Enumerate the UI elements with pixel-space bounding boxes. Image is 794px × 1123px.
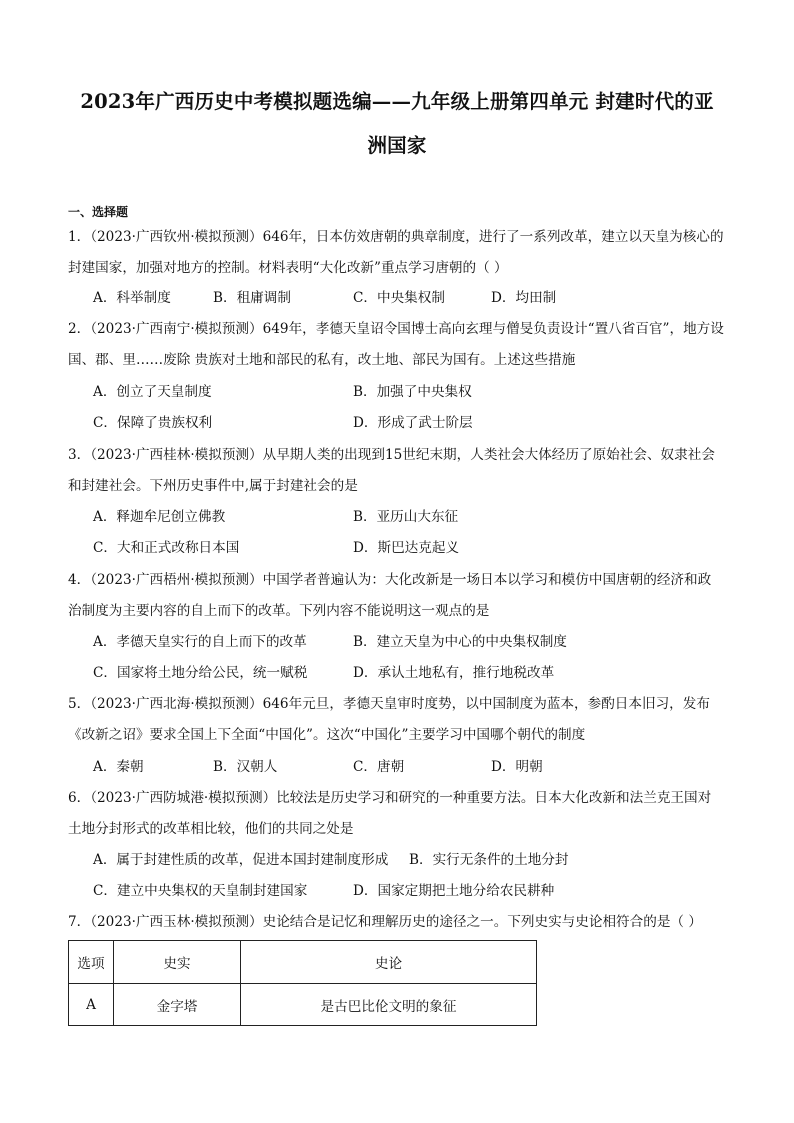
- question-4-options-row-2: [93, 658, 733, 689]
- table-header-cell: 选项: [69, 941, 114, 984]
- option[interactable]: C．唐朝: [353, 759, 405, 775]
- answer-table: [68, 940, 537, 1026]
- document-title: [60, 80, 734, 168]
- option[interactable]: C．国家将土地分给公民，统一赋税: [93, 665, 308, 681]
- option[interactable]: B．汉朝人: [213, 759, 278, 775]
- option[interactable]: C．大和正式改称日本国: [93, 540, 240, 556]
- title-line-1: 2023年广西历史中考模拟题选编——九年级上册第四单元 封建时代的亚: [80, 90, 714, 113]
- question-4-options-row-1: [93, 627, 733, 658]
- question-7: 7．（2023·广西玉林·模拟预测）史论结合是记忆和理解历史的途径之一。下列史实与史论相符合的是（ ）: [68, 914, 702, 930]
- question-1-options: [93, 283, 733, 314]
- option[interactable]: A．属于封建性质的改革，促进本国封建制度形成: [93, 852, 389, 868]
- table-header-cell: 史实: [114, 941, 241, 984]
- table-cell: A: [69, 984, 114, 1026]
- question-6: 6．（2023·广西防城港·模拟预测）比较法是历史学习和研究的一种重要方法。日本大化改新和法兰克王国对土地分封形式的改革相比较，他们的共同之处是: [68, 790, 712, 837]
- option[interactable]: D．承认土地私有，推行地税改革: [353, 665, 555, 681]
- option[interactable]: C．建立中央集权的天皇制封建国家: [93, 883, 308, 899]
- option[interactable]: A．创立了天皇制度: [93, 384, 212, 400]
- table-row: [69, 984, 537, 1026]
- question-6-options-row-2: [93, 876, 733, 907]
- option[interactable]: D．形成了武士阶层: [353, 415, 473, 431]
- question-1: 1．（2023·广西钦州·模拟预测）646年，日本仿效唐朝的典章制度，进行了一系列改革，建立以天皇为核心的封建国家，加强对地方的控制。材料表明“大化改新”重点学习唐朝的（ ）: [68, 229, 724, 276]
- option[interactable]: A．科举制度: [93, 290, 171, 306]
- question-3-options-row-2: [93, 533, 733, 564]
- option[interactable]: D．斯巴达克起义: [353, 540, 460, 556]
- option[interactable]: B．实行无条件的土地分封: [409, 852, 569, 868]
- option[interactable]: D．明朝: [491, 759, 543, 775]
- table-cell: 金字塔: [114, 984, 241, 1026]
- question-2-options-row-2: [93, 408, 733, 439]
- option[interactable]: A．释迦牟尼创立佛教: [93, 509, 226, 525]
- question-5-options: [93, 752, 733, 783]
- question-2: 2．（2023·广西南宁·模拟预测）649年，孝德天皇诏令国博士高向玄理与僧旻负责设计“置八省百官”，地方设国、郡、里……废除 贵族对土地和部民的私有，改土地、部民为国有。上述这些措施: [68, 321, 724, 368]
- option[interactable]: B．加强了中央集权: [353, 384, 472, 400]
- question-5: 5．（2023·广西北海·模拟预测）646年元旦，孝德天皇审时度势，以中国制度为蓝本，参酌日本旧习，发布《改新之诏》要求全国上下全面“中国化”。这次“中国化”主要学习中国哪个朝代的制度: [68, 696, 710, 743]
- option[interactable]: A．孝德天皇实行的自上而下的改革: [93, 634, 307, 650]
- question-6-options-row-1: [93, 845, 733, 876]
- option[interactable]: C．中央集权制: [353, 290, 445, 306]
- option[interactable]: A．秦朝: [93, 759, 144, 775]
- question-3-options-row-1: [93, 502, 733, 533]
- option[interactable]: D．国家定期把土地分给农民耕种: [353, 883, 555, 899]
- title-line-2: 洲国家: [367, 134, 427, 157]
- question-4: 4．（2023·广西梧州·模拟预测）中国学者普遍认为：大化改新是一场日本以学习和模仿中国唐朝的经济和政治制度为主要内容的自上而下的改革。下列内容不能说明这一观点的是: [68, 572, 712, 619]
- option[interactable]: D．均田制: [491, 290, 557, 306]
- question-3: 3．（2023·广西桂林·模拟预测）从早期人类的出现到15世纪末期，人类社会大体经历了原始社会、奴隶社会和封建社会。下州历史事件中,属于封建社会的是: [68, 447, 715, 494]
- section-heading: 一、选择题: [68, 205, 129, 219]
- table-cell: 是古巴比伦文明的象征: [241, 984, 537, 1026]
- option[interactable]: C．保障了贵族权利: [93, 415, 213, 431]
- question-2-options-row-1: [93, 377, 733, 408]
- option[interactable]: B．租庸调制: [213, 290, 291, 306]
- table-header-cell: 史论: [241, 941, 537, 984]
- option[interactable]: B．建立天皇为中心的中央集权制度: [353, 634, 567, 650]
- table-header-row: [69, 941, 537, 984]
- option[interactable]: B．亚历山大东征: [353, 509, 459, 525]
